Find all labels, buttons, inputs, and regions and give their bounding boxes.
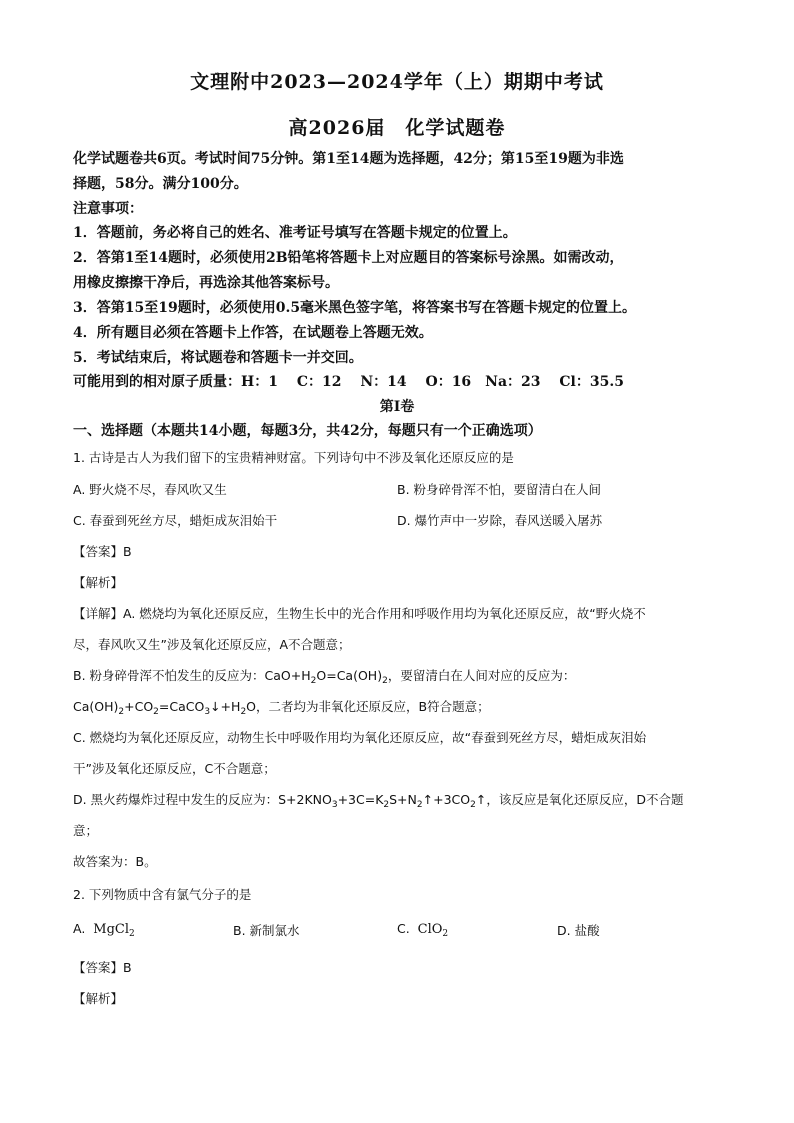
q1-detail-1a: 【详解】A. 燃烧均为氧化还原反应，生物生长中的光合作用和呼吸作用均为氧化还原反应，故“野火烧不 [73,606,646,621]
formula-clo2: ClO$_2$ [417,922,449,939]
notice-5: 5．考试结束后，将试题卷和答题卡一并交回。 [73,350,363,366]
notice-1: 1．答题前，务必将自己的姓名、准考证号填写在答题卡规定的位置上。 [73,225,517,241]
q1-detail-5b: 意； [73,823,99,838]
atomic-masses: 可能用到的相对原子质量：H：1 C：12 N：14 O：16 Na：23 Cl：35.5 [73,374,624,390]
q2-option-b: B. 新制氯水 [233,923,300,938]
equation-caoh2-co2: $Ca(OH)_2+CO_2=CaCO_3↓+H_2O$ [73,699,257,717]
q2-option-a [73,921,135,937]
q2-analysis-label: 【解析】 [73,991,124,1006]
notice-3: 3．答第15至19题时，必须使用0.5毫米黑色签字笔，将答案书写在答题卡规定的位置上。 [73,300,637,316]
volume-heading: 第Ⅰ卷 [379,399,415,415]
q2-option-a-label: A. [73,921,86,936]
q1-option-c: C. 春蚕到死丝方尽，蜡炬成灰泪始干 [73,513,278,528]
notice-title: 注意事项： [73,201,143,217]
q1-detail-1b: 尽，春风吹又生”涉及氧化还原反应，A不合题意； [73,637,351,652]
q1-detail-2 [73,666,723,684]
q1-analysis-label: 【解析】 [73,575,124,590]
q1-stem: 1. 古诗是古人为我们留下的宝贵精神财富。下列诗句中不涉及氧化还原反应的是 [73,450,514,465]
q2-option-c [397,921,448,937]
q1-option-b: B. 粉身碎骨浑不怕，要留清白在人间 [397,482,602,497]
intro-line-1: 化学试题卷共6页。考试时间75分钟。第1至14题为选择题，42分；第15至19题为非选 [73,151,624,167]
notice-4: 4．所有题目必须在答题卡上作答，在试题卷上答题无效。 [73,325,433,341]
q2-option-c-label: C. [397,921,410,936]
q1-detail-5-post: ，该反应是氧化还原反应，D不合题 [486,792,684,807]
q1-detail-3 [73,697,723,715]
equation-cao-water: $CaO+H_2O=Ca(OH)_2$ [264,668,388,686]
q1-detail-4a: C. 燃烧均为氧化还原反应，动物生长中呼吸作用均为氧化还原反应，故“春蚕到死丝方尽，蜡炬成灰泪始 [73,730,647,745]
q1-option-d: D. 爆竹声中一岁除，春风送暖入屠苏 [397,513,603,528]
q1-detail-4b: 干”涉及氧化还原反应，C不合题意； [73,761,276,776]
q1-detail-2-post: ，要留清白在人间对应的反应为： [387,668,576,683]
q1-detail-2-pre: B. 粉身碎骨浑不怕发生的反应为： [73,668,265,683]
q2-answer: 【答案】B [73,960,132,975]
q1-detail-5-pre: D. 黑火药爆炸过程中发生的反应为： [73,792,279,807]
equation-gunpowder: $S+2KNO_3+3C=K_2S+N_2↑+3CO_2↑$ [278,792,487,810]
formula-mgcl2: MgCl$_2$ [93,922,135,939]
notice-2b: 用橡皮擦擦干净后，再选涂其他答案标号。 [73,275,339,291]
q2-stem: 2. 下列物质中含有氯气分子的是 [73,887,252,902]
q1-answer: 【答案】B [73,544,132,559]
section-heading: 一、选择题（本题共14小题，每题3分，共42分，每题只有一个正确选项） [73,423,542,439]
exam-title: 文理附中2023—2024学年（上）期期中考试 [190,71,604,93]
exam-subtitle: 高2026届 化学试题卷 [288,117,506,139]
q2-option-d: D. 盐酸 [557,923,600,938]
q1-option-a: A. 野火烧不尽，春风吹又生 [73,482,227,497]
q1-detail-3-post: ，二者均为非氧化还原反应，B符合题意； [256,699,490,714]
intro-line-2: 择题，58分。满分100分。 [73,176,248,192]
q1-conclusion: 故答案为：B。 [73,854,157,869]
q1-detail-5 [73,790,723,808]
notice-2a: 2．答第1至14题时，必须使用2B铅笔将答题卡上对应题目的答案标号涂黑。如需改动， [73,250,624,266]
